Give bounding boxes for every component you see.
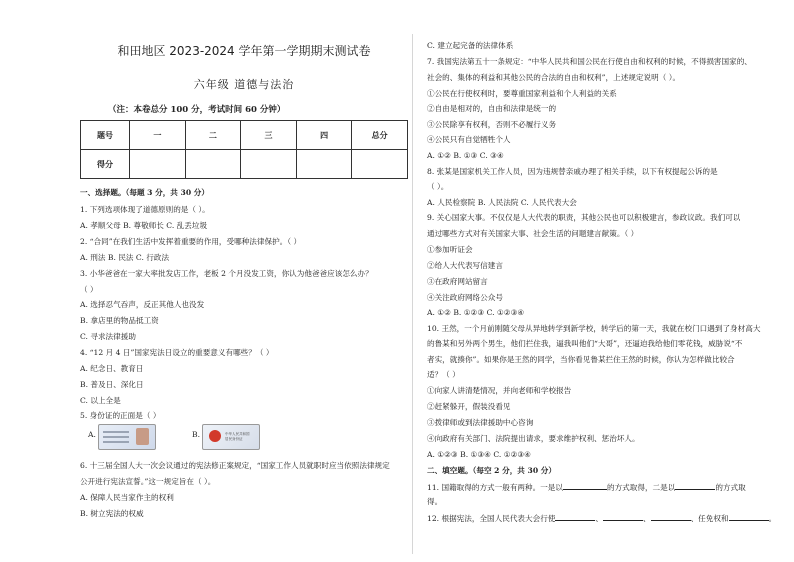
question-options: A. ①②③ B. ①③④ C. ①②③④ (427, 450, 531, 459)
column-divider (412, 34, 413, 554)
card-text-lines (103, 431, 129, 433)
question-option: A. 保障人民当家作主的权利 (80, 493, 174, 502)
question-text: 2. “合同”在我们生活中发挥着重要的作用，受哪种法律保护。（ ） (80, 237, 302, 246)
exam-subtitle: 六年级 道德与法治 (193, 78, 295, 91)
score-cell: 得分 (81, 150, 130, 179)
question-statement: ③公民除享有权利，否则不必履行义务 (427, 120, 557, 129)
question-statement: ①参加听证会 (427, 245, 473, 254)
score-input-cell[interactable] (296, 150, 352, 179)
question-text: 4. “12 月 4 日”国家宪法日设立的重要意义有哪些？（ ） (80, 348, 274, 357)
question-option: C. 寻求法律援助 (80, 332, 136, 341)
question-text: 的方式取得，二是以 (607, 483, 676, 492)
question-statement: ④公民只有自觉牺牲个人 (427, 135, 511, 144)
answer-blank[interactable] (729, 513, 769, 521)
question-options: A. ①② B. ①②③ C. ①②③④ (427, 308, 525, 317)
question-option: B. 树立宪法的权威 (80, 509, 144, 518)
question-text: 11. 国籍取得的方式一般有两种。一是以 (427, 483, 563, 492)
question-statement: ②赶紧躲开，假装没看见 (427, 402, 511, 411)
card-title-text: 中华人民共和国 居民身份证 (225, 432, 250, 441)
question-text: 社会的、集体的利益和其他公民的合法的自由和权利”，上述规定说明（ ）。 (427, 73, 681, 82)
separator: 、 (643, 514, 651, 523)
score-input-cell[interactable] (352, 150, 408, 179)
portrait-photo (136, 428, 149, 445)
score-table-score-row (81, 150, 408, 179)
answer-blank[interactable] (651, 513, 691, 521)
question-text: 1. 下列选项体现了道德原则的是（ ）。 (80, 205, 210, 214)
question-paren: （ ）。 (427, 182, 449, 191)
exam-note: （注：本卷总分 100 分，考试时间 60 分钟） (108, 105, 286, 115)
answer-blank[interactable] (563, 482, 607, 490)
question-text: 、任免权和 (690, 514, 729, 523)
question-statement: ②自由是相对的，自由和法律是统一的 (427, 104, 557, 113)
fill-blank-question (427, 513, 776, 524)
question-text: 12. 根据宪法，全国人民代表大会行使 (427, 514, 556, 523)
fill-blank-question (427, 482, 746, 493)
option-label: A. (88, 430, 96, 439)
question-text: 9. 关心国家大事。不仅仅是人大代表的职责，其他公民也可以积极建言，参政议政。我们可以 (427, 213, 741, 222)
id-card-back-image (202, 424, 260, 450)
question-text: 公开进行宪法宣誓。”这一规定旨在（ ）。 (80, 477, 216, 486)
question-statement: ④向政府有关部门、法院提出请求，要求维护权利、惩治坏人。 (427, 434, 640, 443)
question-statement: ①向家人讲清楚情况，并向老师和学校报告 (427, 386, 572, 395)
answer-blank[interactable] (603, 513, 643, 521)
question-option: A. 选择忍气吞声，反正其他人也没发 (80, 300, 205, 309)
score-cell: 四 (296, 121, 352, 150)
score-cell: 二 (185, 121, 241, 150)
national-emblem-icon (209, 430, 221, 442)
score-table-header-row (81, 121, 408, 150)
score-cell: 一 (130, 121, 186, 150)
question-text: 5. 身份证的正面是（ ） (80, 411, 161, 420)
score-table (80, 120, 408, 179)
section-heading: 一、选择题。（每题 3 分，共 30 分） (80, 188, 209, 197)
exam-title: 和田地区 2023-2024 学年第一学期期末测试卷 (117, 44, 371, 58)
separator: 、 (595, 514, 603, 523)
question-option: A. 纪念日、教育日 (80, 364, 144, 373)
answer-blank[interactable] (555, 513, 595, 521)
question-options: A. ①② B. ①③ C. ③④ (427, 151, 504, 160)
question-options: A. 刑法 B. 民法 C. 行政法 (80, 253, 170, 262)
score-cell: 三 (241, 121, 297, 150)
score-cell: 题号 (81, 121, 130, 150)
question-text: 的方式取 (715, 483, 746, 492)
question-option: B. 普及日、深化日 (80, 380, 144, 389)
question-text: 7. 我国宪法第五十一条规定：“中华人民共和国公民在行使自由和权利的时候，不得损害国家的、 (427, 57, 752, 66)
question-text: 8. 张某是国家机关工作人员，因为违规替亲戚办理了相关手续，以下有权提起公诉的是 (427, 167, 718, 176)
question-text: 的鲁某和另外两个男生，他们拦住我，逼我叫他们“大哥”，还逼迫我给他们零花钱，威胁说“不 (427, 339, 743, 348)
question-statement: ①公民在行使权利时，要尊重国家利益和个人利益的关系 (427, 89, 617, 98)
section-heading: 二、填空题。（每空 2 分，共 30 分） (427, 466, 556, 475)
question-option: C. 建立起完备的法律体系 (427, 41, 514, 50)
question-statement: ③拨律师或到法律援助中心咨询 (427, 418, 534, 427)
option-label: B. (192, 430, 200, 439)
question-text: 适？（ ） (427, 370, 460, 379)
question-options: A. 孝顺父母 B. 尊敬师长 C. 乱丢垃圾 (80, 221, 208, 230)
question-text: 3. 小华爸爸在一家大率批发店工作，老板 2 个月没发工资，你认为他爸爸应该怎么办？ (80, 269, 373, 278)
question-text: 得。 (427, 497, 443, 506)
question-text: 10. 王然，一个月前刚随父母从异地转学到新学校，转学后的第一天，我就在校门口遇到了身材高大 (427, 324, 761, 333)
question-statement: ②给人大代表写信建言 (427, 261, 503, 270)
question-statement: ③在政府网站留言 (427, 277, 488, 286)
score-input-cell[interactable] (185, 150, 241, 179)
answer-blank[interactable] (675, 482, 715, 490)
question-option: C. 以上全是 (80, 396, 121, 405)
score-cell: 总分 (352, 121, 408, 150)
question-options: A. 人民检察院 B. 人民法院 C. 人民代表大会 (427, 198, 577, 207)
question-option: B. 拿店里的物品抵工资 (80, 316, 159, 325)
question-text: 通过哪些方式对有关国家大事、社会生活的问题建言献策。（ ） (427, 229, 639, 238)
question-paren: （ ） (80, 285, 98, 294)
question-end: 。 (768, 514, 777, 523)
id-card-front-image (98, 424, 156, 450)
score-input-cell[interactable] (241, 150, 297, 179)
score-input-cell[interactable] (130, 150, 186, 179)
question-statement: ④关注政府网络公众号 (427, 293, 503, 302)
question-text: 6. 十三届全国人大一次会议通过的宪法修正案规定，“国家工作人员就职时应当依照法律规定 (80, 461, 390, 470)
question-text: 者实，就揍你”。如果你是王然的同学，当你看见鲁某拦住王然的时候，你认为怎样做比较合 (427, 355, 735, 364)
